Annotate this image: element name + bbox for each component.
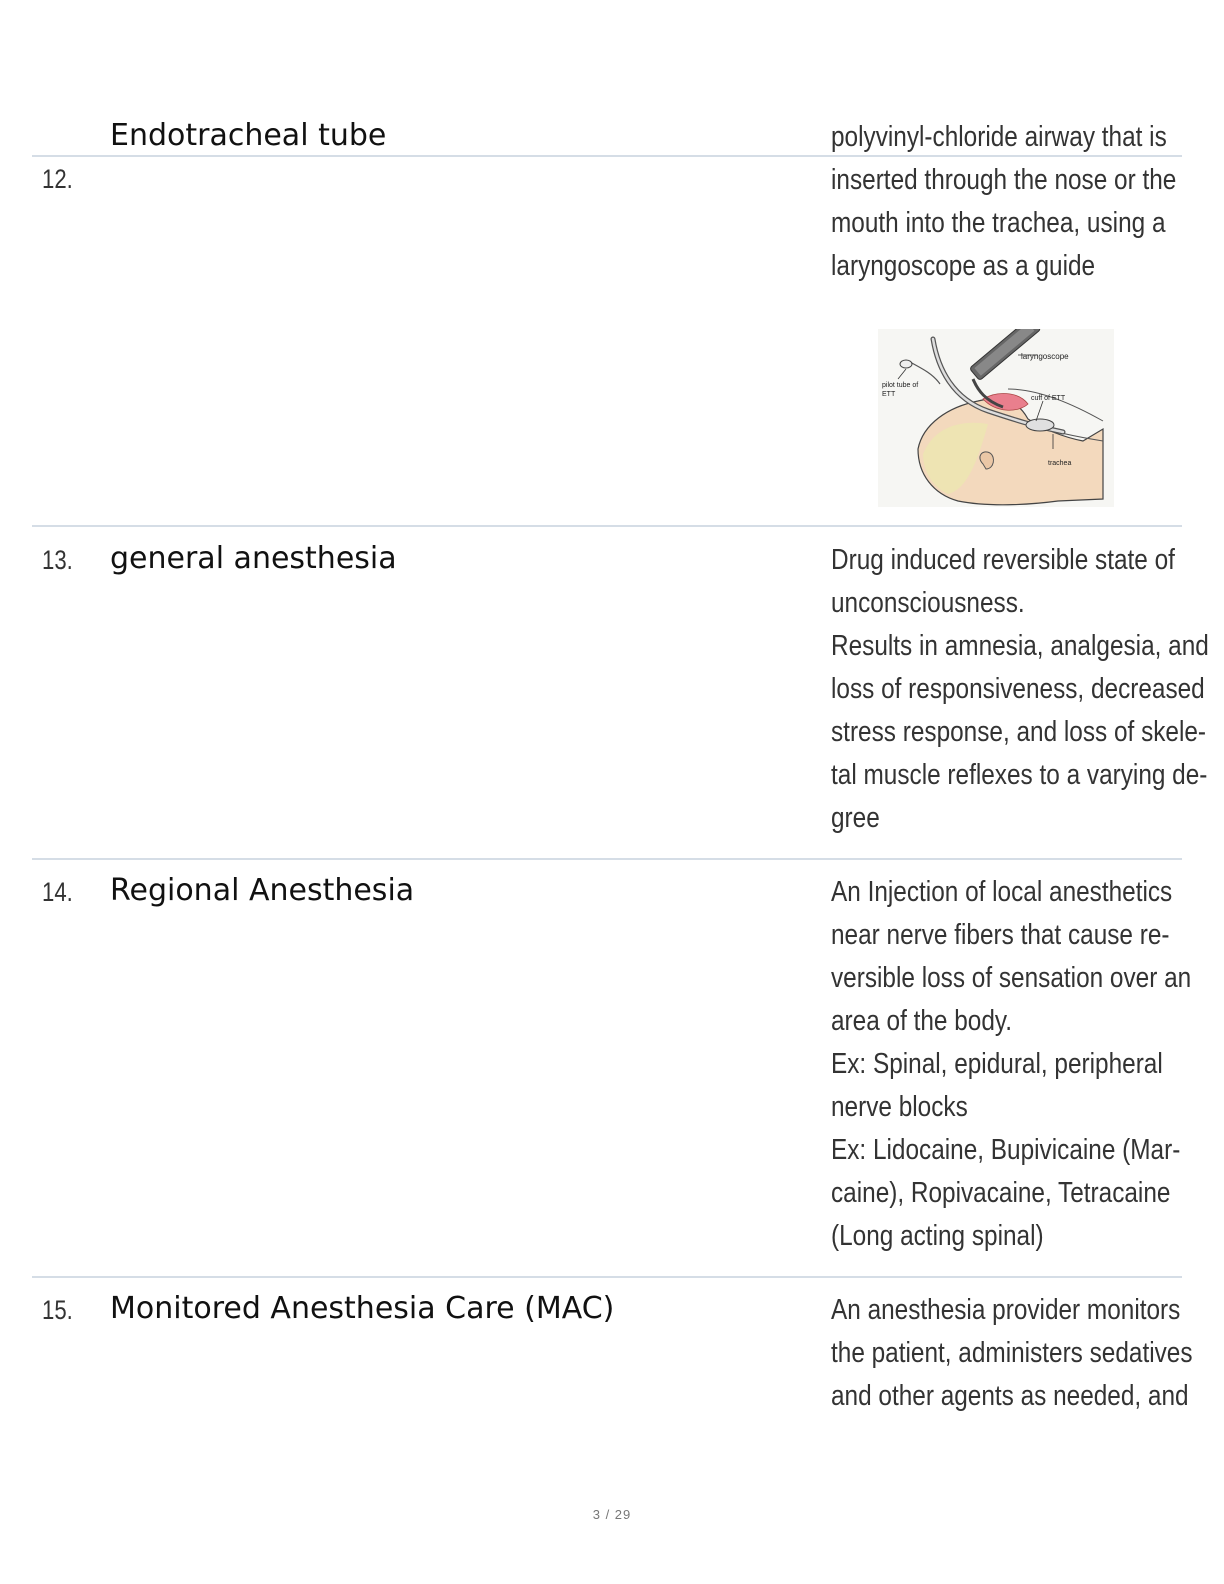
definition-line: caine), Ropivacaine, Tetracaine <box>831 1177 1171 1209</box>
definition-line: inserted through the nose or the <box>831 164 1177 196</box>
pilot-tube-label: ETT <box>882 391 896 398</box>
definition-15 <box>831 1289 1193 1418</box>
definition-line: near nerve fibers that cause re- <box>831 919 1170 951</box>
pilot-tube <box>908 361 940 384</box>
entry-number-14: 14. <box>42 877 73 907</box>
term-14: Regional Anesthesia <box>110 873 415 908</box>
definition-12 <box>831 116 1177 288</box>
pilot-balloon <box>900 360 912 368</box>
divider-14 <box>32 858 1182 860</box>
definition-line: unconsciousness. <box>831 587 1025 619</box>
definition-14 <box>831 871 1192 1258</box>
term-15: Monitored Anesthesia Care (MAC) <box>110 1291 615 1326</box>
definition-13 <box>831 539 1209 840</box>
divider-13 <box>32 525 1182 527</box>
trachea-label: trachea <box>1048 460 1072 467</box>
definition-line: and other agents as needed, and <box>831 1380 1189 1412</box>
definition-line: nerve blocks <box>831 1091 968 1123</box>
definition-line: the patient, administers sedatives <box>831 1337 1193 1369</box>
term-13: general anesthesia <box>110 541 397 576</box>
definition-line: gree <box>831 802 880 834</box>
definition-line: Ex: Spinal, epidural, peripheral <box>831 1048 1163 1080</box>
definition-line: Drug induced reversible state of <box>831 544 1175 576</box>
definition-line: An Injection of local anesthetics <box>831 876 1173 908</box>
cuff-shape <box>1026 419 1054 431</box>
endotracheal-tube-illustration <box>878 329 1114 507</box>
entry-number-15: 15. <box>42 1295 73 1325</box>
entry-number-12: 12. <box>42 164 73 194</box>
definition-line: stress response, and loss of skele- <box>831 716 1207 748</box>
definition-line: polyvinyl-chloride airway that is <box>831 121 1167 153</box>
pilot-tube-label: pilot tube of <box>882 382 919 389</box>
illustration-svg <box>878 329 1114 507</box>
definition-line: An anesthesia provider monitors <box>831 1294 1181 1326</box>
page-indicator: 3 / 29 <box>592 1507 632 1522</box>
laryngoscope-label: laryngoscope <box>1021 352 1069 361</box>
entry-number-13: 13. <box>42 545 73 575</box>
definition-line: area of the body. <box>831 1005 1013 1037</box>
definition-line: tal muscle reflexes to a varying de- <box>831 759 1208 791</box>
definition-line: versible loss of sensation over an <box>831 962 1192 994</box>
definition-line: laryngoscope as a guide <box>831 250 1096 282</box>
definition-line: mouth into the trachea, using a <box>831 207 1166 239</box>
definition-line: loss of responsiveness, decreased <box>831 673 1205 705</box>
term-12: Endotracheal tube <box>110 118 387 153</box>
definition-line: Ex: Lidocaine, Bupivicaine (Mar- <box>831 1134 1181 1166</box>
definition-line: Results in amnesia, analgesia, and <box>831 630 1209 662</box>
cuff-label: cuff of ETT <box>1031 395 1066 402</box>
divider-15 <box>32 1276 1182 1278</box>
definition-line: (Long acting spinal) <box>831 1220 1044 1252</box>
